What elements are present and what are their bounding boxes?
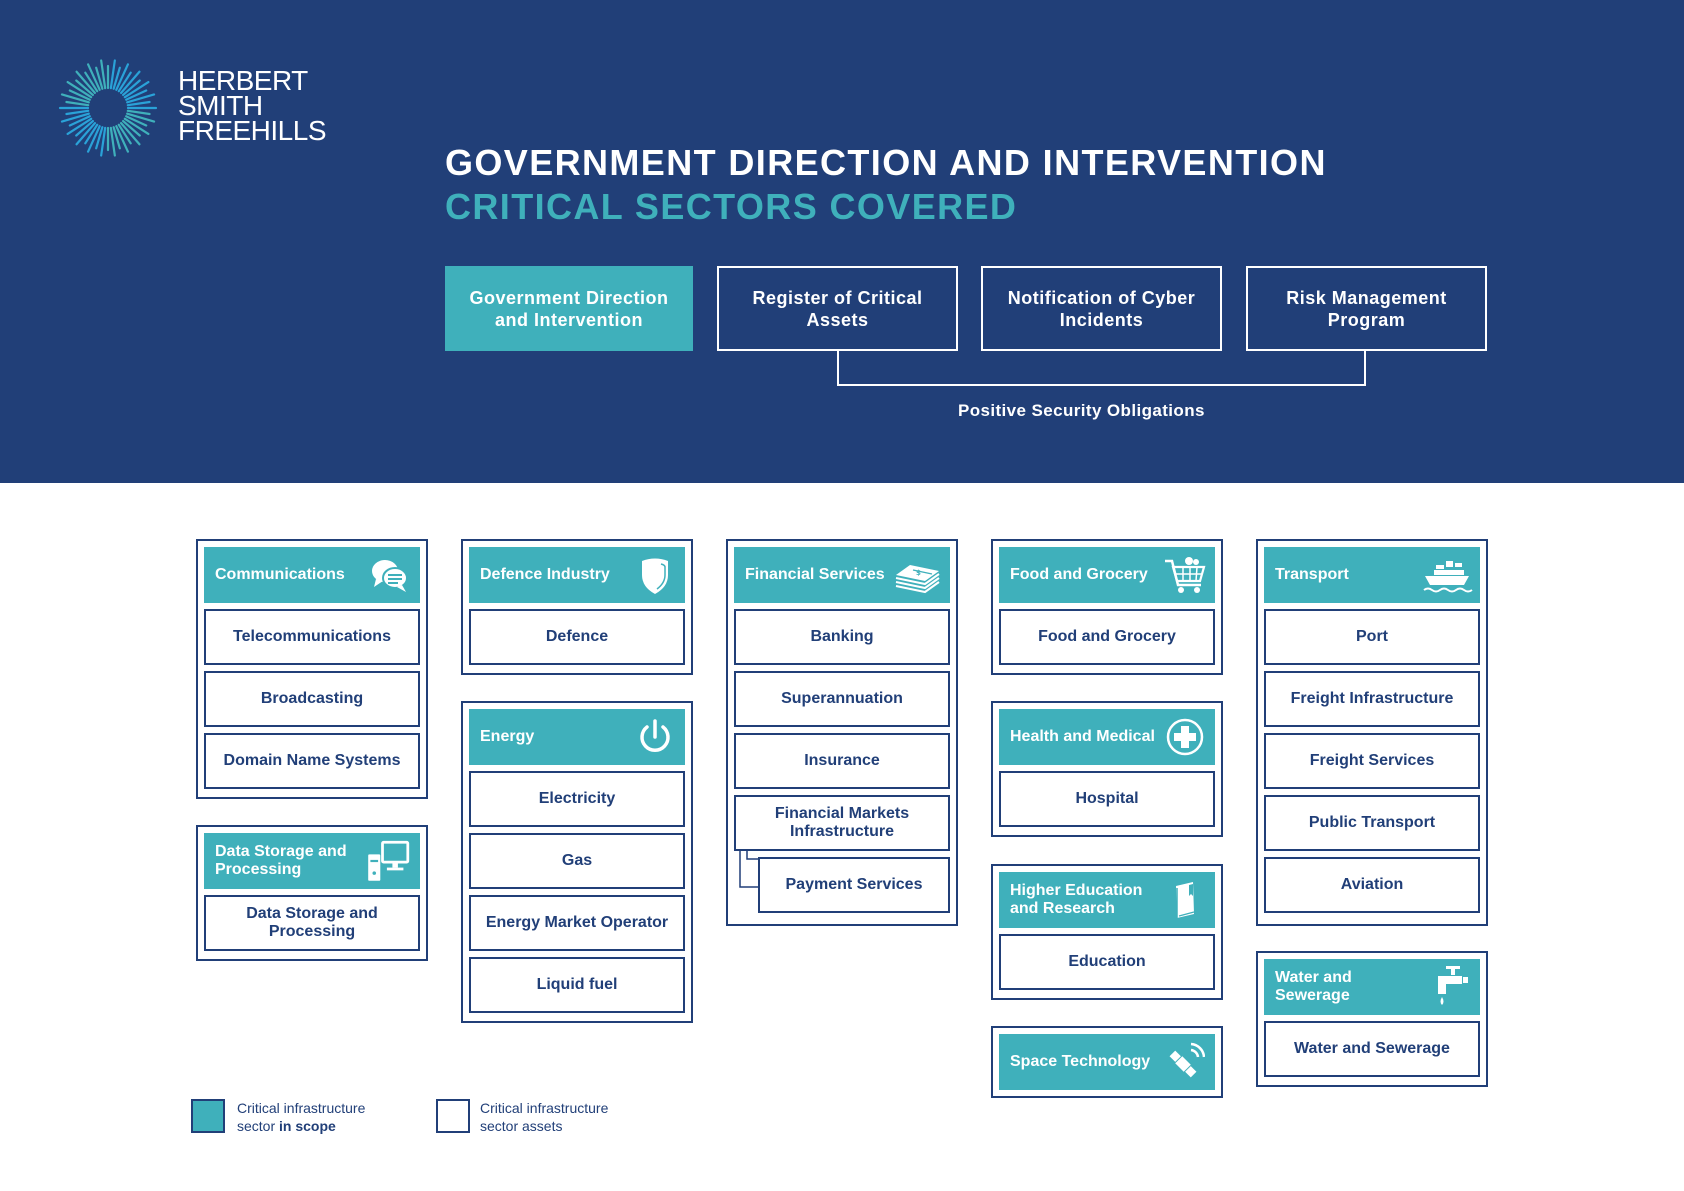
sector-header	[204, 833, 420, 889]
sector-label: Transport	[1275, 566, 1349, 583]
sector-label: Data Storage and Processing	[215, 843, 347, 878]
asset-item: Aviation	[1264, 857, 1480, 913]
asset-item: Superannuation	[734, 671, 950, 727]
asset-item-sub: Payment Services	[758, 857, 950, 913]
sector-group-defence	[461, 539, 693, 675]
tab-label: Register of Critical Assets	[752, 287, 923, 330]
tab-government-direction[interactable]	[445, 266, 693, 351]
company-logo	[58, 58, 328, 162]
logo-line-3: FREEHILLS	[178, 115, 326, 146]
sunburst-ray	[66, 102, 88, 105]
sector-label: Higher Education and Research	[1010, 882, 1143, 917]
book-icon	[1165, 880, 1205, 920]
sector-label: Defence Industry	[480, 566, 610, 583]
sector-group-financial	[726, 539, 958, 926]
legend-line: Critical infrastructure	[480, 1100, 609, 1116]
asset-item: Domain Name Systems	[204, 733, 420, 789]
sector-header	[999, 547, 1215, 603]
sector-header	[469, 547, 685, 603]
asset-item: Freight Services	[1264, 733, 1480, 789]
tab-risk-management-program[interactable]	[1246, 266, 1487, 351]
legend-bold: in scope	[279, 1118, 336, 1134]
svg-text:$: $	[916, 569, 921, 577]
sector-label: Space Technology	[1010, 1053, 1151, 1070]
sector-label: Food and Grocery	[1010, 566, 1148, 583]
logo-wordmark	[178, 65, 326, 146]
asset-item: Electricity	[469, 771, 685, 827]
power-icon	[635, 717, 675, 757]
sector-label: Financial Services	[745, 566, 885, 583]
asset-item: Food and Grocery	[999, 609, 1215, 665]
asset-item: Broadcasting	[204, 671, 420, 727]
logo-line-2: SMITH	[178, 90, 263, 121]
asset-item: Hospital	[999, 771, 1215, 827]
sector-header	[1264, 547, 1480, 603]
sector-label: Water and Sewerage	[1275, 969, 1352, 1004]
asset-item: Defence	[469, 609, 685, 665]
tab-notification-cyber-incidents[interactable]	[981, 266, 1222, 351]
logo-line-1: HERBERT	[178, 65, 308, 96]
sector-header	[999, 1034, 1215, 1090]
sector-header	[1264, 959, 1480, 1015]
sector-label: Energy	[480, 728, 535, 745]
legend-in-scope-swatch	[191, 1099, 225, 1133]
sector-label: Communications	[215, 566, 345, 583]
sunburst-ray	[128, 111, 150, 114]
asset-item: Water and Sewerage	[1264, 1021, 1480, 1077]
page-subtitle: CRITICAL SECTORS COVERED	[445, 186, 1018, 227]
tab-label: Notification of Cyber Incidents	[1007, 287, 1196, 330]
asset-item: Gas	[469, 833, 685, 889]
asset-item: Public Transport	[1264, 795, 1480, 851]
asset-item: Data Storage and Processing	[204, 895, 420, 951]
asset-item: Banking	[734, 609, 950, 665]
chat-bubbles-icon	[370, 555, 410, 595]
asset-item: Freight Infrastructure	[1264, 671, 1480, 727]
legend-prefix: sector	[237, 1118, 276, 1134]
asset-item: Energy Market Operator	[469, 895, 685, 951]
legend-line: Critical infrastructure	[237, 1100, 366, 1116]
banknotes-icon	[890, 555, 944, 595]
tab-register-critical-assets[interactable]	[717, 266, 958, 351]
asset-item: Port	[1264, 609, 1480, 665]
sector-group-food	[991, 539, 1223, 675]
page-title: GOVERNMENT DIRECTION AND INTERVENTION	[445, 142, 1327, 183]
sector-group-space	[991, 1026, 1223, 1098]
legend-line: sector assets	[480, 1118, 563, 1134]
legend-assets-swatch	[436, 1099, 470, 1133]
sunburst-ray	[66, 111, 88, 114]
obligations-label: Positive Security Obligations	[958, 401, 1205, 420]
shield-icon	[635, 555, 675, 595]
satellite-icon	[1165, 1042, 1205, 1082]
obligations-bracket	[837, 351, 1366, 386]
sector-group-transport	[1256, 539, 1488, 926]
sector-group-energy	[461, 701, 693, 1023]
sector-header	[469, 709, 685, 765]
ship-icon	[1420, 555, 1474, 595]
legend-line	[237, 1117, 365, 1135]
sector-group-health	[991, 701, 1223, 837]
sector-group-water	[1256, 951, 1488, 1087]
sector-group-communications	[196, 539, 428, 799]
sector-header	[999, 709, 1215, 765]
sector-label: Health and Medical	[1010, 728, 1155, 745]
sunburst-icon	[58, 58, 158, 158]
tab-label: Government Direction and Intervention	[469, 287, 669, 330]
computer-icon	[366, 839, 410, 883]
water-tap-icon	[1430, 963, 1470, 1009]
sunburst-ray	[128, 102, 150, 105]
sector-group-data-storage	[196, 825, 428, 961]
legend-assets-label	[480, 1099, 608, 1135]
asset-item: Education	[999, 934, 1215, 990]
shopping-cart-icon	[1161, 555, 1209, 595]
tab-label: Risk Management Program	[1286, 287, 1447, 330]
sector-header	[734, 547, 950, 603]
sector-group-education	[991, 864, 1223, 1000]
sector-header	[999, 872, 1215, 928]
asset-item: Telecommunications	[204, 609, 420, 665]
legend-in-scope-label	[237, 1099, 365, 1135]
asset-item: Insurance	[734, 733, 950, 789]
sector-header	[204, 547, 420, 603]
medical-cross-icon	[1165, 717, 1205, 757]
asset-item: Financial Markets Infrastructure	[734, 795, 950, 851]
asset-item: Liquid fuel	[469, 957, 685, 1013]
